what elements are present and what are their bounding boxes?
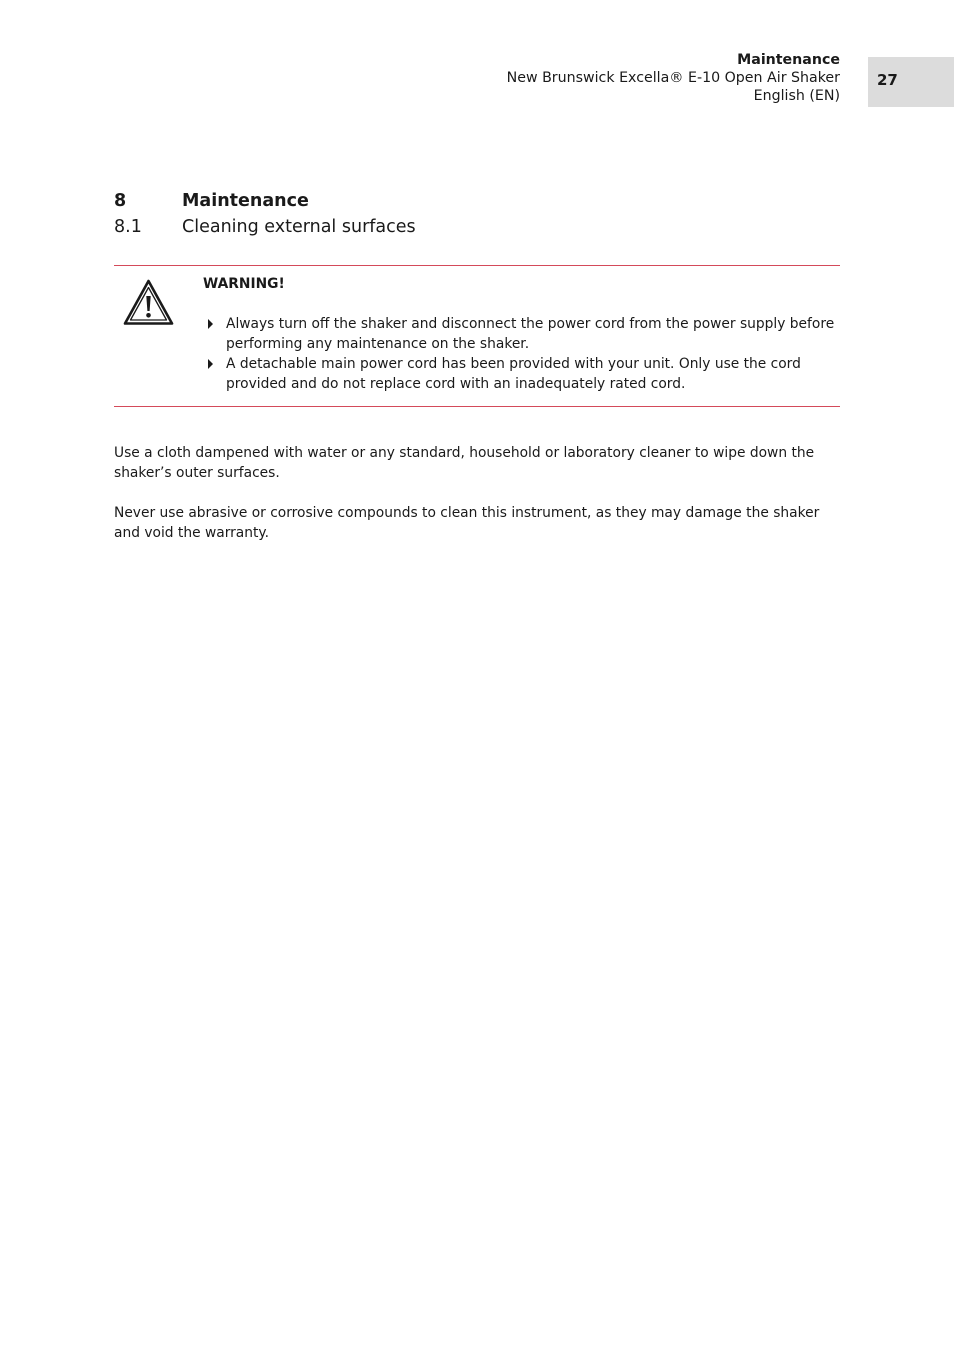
warning-item-text: Always turn off the shaker and disconnect the power cord from the power supply before performing any maintenance on the shaker. (226, 316, 835, 352)
warning-item (203, 354, 843, 394)
warning-title: WARNING! (203, 276, 285, 292)
warning-item-text: A detachable main power cord has been provided with your unit. Only use the cord provided and do not replace cord with an inadequately rated cord. (226, 356, 801, 392)
section-number: 8.1 (114, 217, 142, 237)
warning-bottom-rule (114, 406, 840, 407)
bullet-arrow-icon (208, 359, 213, 369)
bullet-arrow-icon (208, 319, 213, 329)
body-paragraph: Never use abrasive or corrosive compounds to clean this instrument, as they may damage the shaker and void the warranty. (114, 505, 820, 541)
page-number: 27 (877, 71, 898, 89)
section-heading (114, 216, 416, 238)
body-paragraph: Use a cloth dampened with water or any standard, household or laboratory cleaner to wipe down the shaker’s outer surfaces. (114, 445, 815, 481)
chapter-number: 8 (114, 191, 127, 211)
warning-list (203, 314, 843, 394)
header-section-title: Maintenance (737, 52, 840, 68)
chapter-heading (114, 190, 309, 212)
header-product-name: New Brunswick Excella® E-10 Open Air Shaker (506, 70, 840, 86)
warning-top-rule (114, 265, 840, 266)
header-language: English (EN) (753, 88, 840, 104)
chapter-title: Maintenance (182, 191, 309, 211)
running-header (507, 51, 840, 105)
warning-item (203, 314, 843, 354)
warning-triangle-icon (122, 278, 175, 327)
section-title: Cleaning external surfaces (182, 217, 416, 237)
